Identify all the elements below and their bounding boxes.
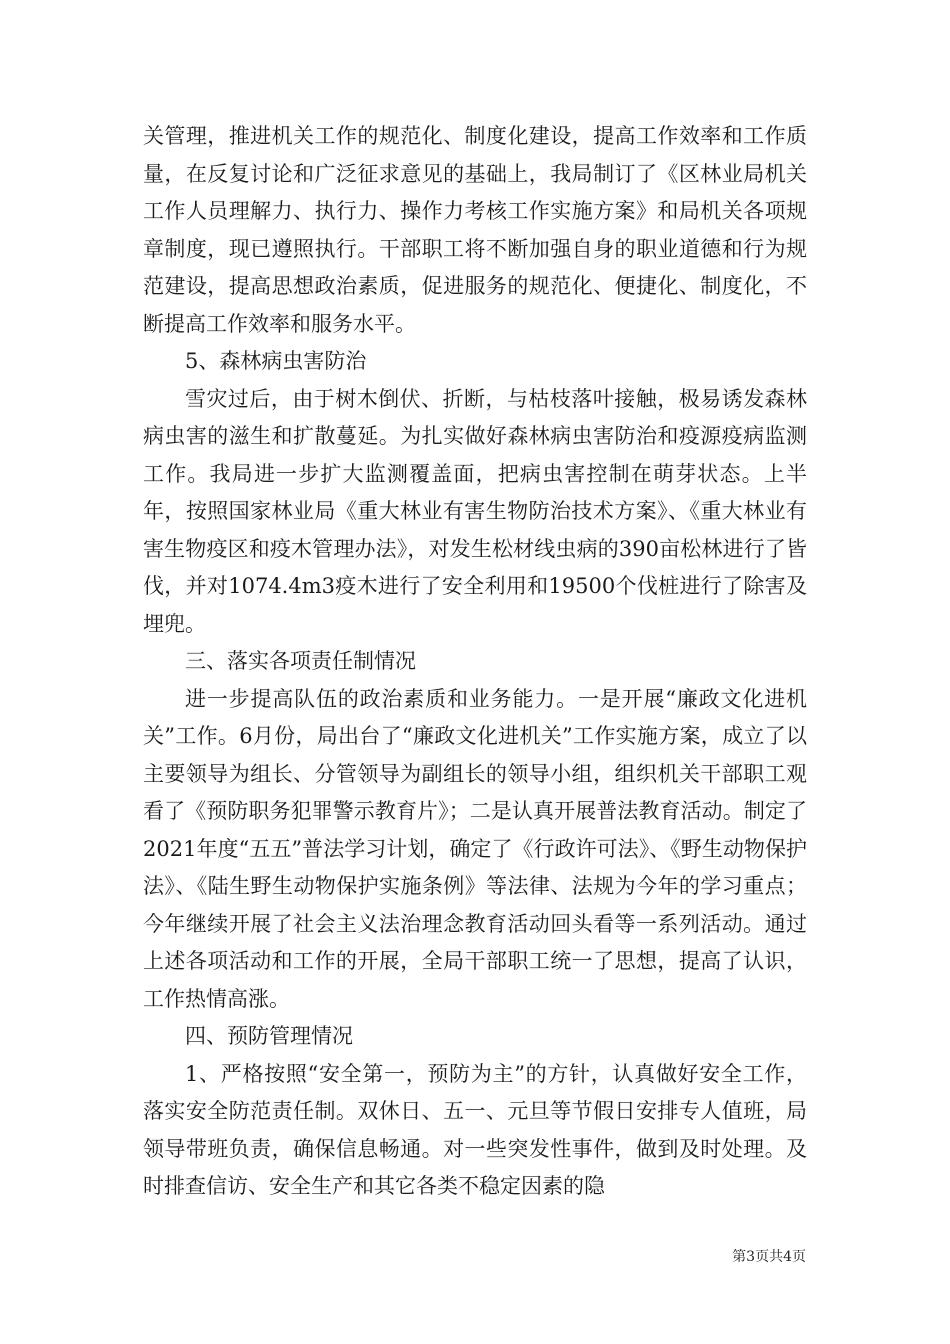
section-heading-responsibility: 三、落实各项责任制情况: [185, 649, 416, 673]
paragraph-pest-control: 雪灾过后，由于树木倒伏、折断，与枯枝落叶接触，极易诱发森林病虫害的滋生和扩散蔓延。为扎实做好森林病虫害防治和疫源疫病监测工作。我局进一步扩大监测覆盖面，把病虫害控制在萌芽状态。上半年，按照国家林业局《重大林业有害生物防治技术方案》、《重大林业有害生物疫区和疫木管理办法》，对发生松材线虫病的390亩松林进行了皆伐，并对1074.4m3疫木进行了安全利用和19500个伐桩进行了除害及埋兜。: [143, 386, 807, 636]
section-heading-prevention: 四、预防管理情况: [185, 1024, 353, 1048]
page-number: 第3页共4页: [732, 1249, 806, 1265]
paragraph-responsibility: 进一步提高队伍的政治素质和业务能力。一是开展“廉政文化进机关”工作。6月份，局出台了“廉政文化进机关”工作实施方案，成立了以主要领导为组长、分管领导为副组长的领导小组，组织机关干部职工观看了《预防职务犯罪警示教育片》；二是认真开展普法教育活动。制定了2021年度“五五”普法学习计划，确定了《行政许可法》、《野生动物保护法》、《陆生野生动物保护实施条例》等法律、法规为今年的学习重点；今年继续开展了社会主义法治理念教育活动回头看等一系列活动。通过上述各项活动和工作的开展，全局干部职工统一了思想，提高了认识，工作热情高涨。: [143, 686, 807, 1011]
paragraph-prevention: 1、严格按照“安全第一，预防为主”的方针，认真做好安全工作，落实安全防范责任制。双休日、五一、元旦等节假日安排专人值班，局领导带班负责，确保信息畅通。对一些突发性事件，做到及时处理。及时排查信访、安全生产和其它各类不稳定因素的隐: [143, 1061, 807, 1198]
paragraph-continuation: 关管理，推进机关工作的规范化、制度化建设，提高工作效率和工作质量，在反复讨论和广泛征求意见的基础上，我局制订了《区林业局机关工作人员理解力、执行力、操作力考核工作实施方案》和局机关各项规章制度，现已遵照执行。干部职工将不断加强自身的职业道德和行为规范建设，提高思想政治素质，促进服务的规范化、便捷化、制度化，不断提高工作效率和服务水平。: [143, 124, 807, 336]
subheading-pest-control: 5、森林病虫害防治: [185, 349, 367, 373]
document-body: [143, 118, 807, 1206]
